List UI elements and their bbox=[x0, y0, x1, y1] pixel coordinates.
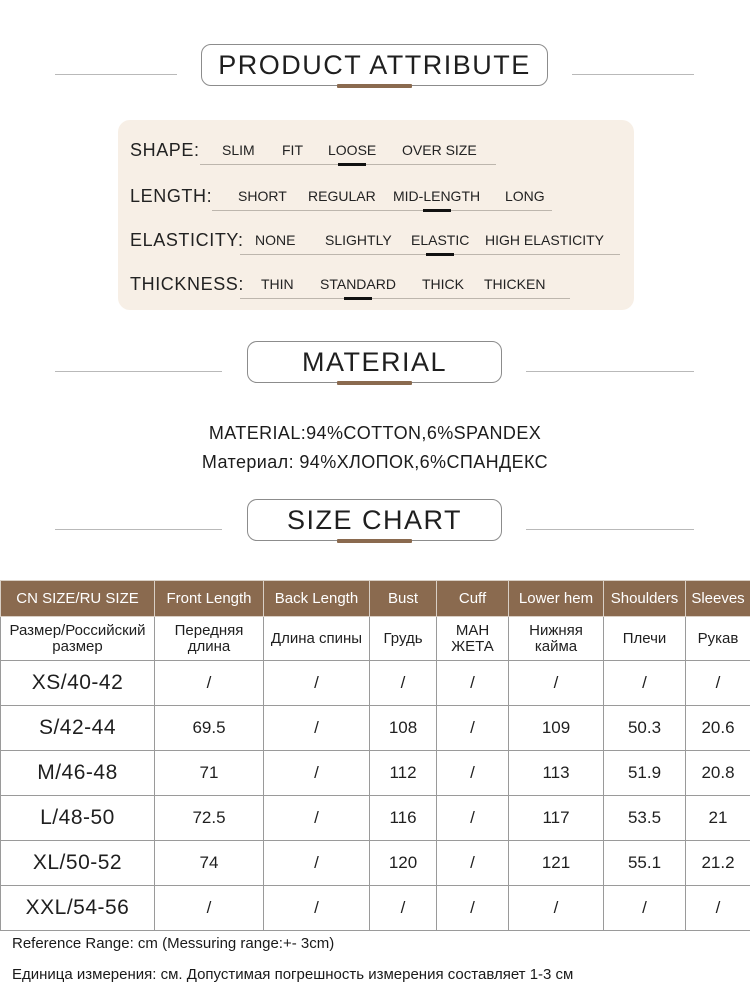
attribute-option: HIGH ELASTICITY bbox=[485, 232, 605, 248]
column-header-ru: Рукав bbox=[686, 617, 750, 661]
table-cell: 20.6 bbox=[686, 706, 750, 751]
column-header: Front Length bbox=[155, 581, 264, 617]
table-cell: / bbox=[264, 841, 370, 886]
title-accent bbox=[337, 84, 412, 88]
table-cell: 113 bbox=[509, 751, 604, 796]
attribute-row-thickness bbox=[118, 262, 634, 302]
attribute-option-selected: MID-LENGTH bbox=[393, 188, 481, 204]
table-row bbox=[1, 886, 750, 931]
table-cell: 120 bbox=[370, 841, 437, 886]
table-cell: 116 bbox=[370, 796, 437, 841]
table-cell: 51.9 bbox=[604, 751, 686, 796]
size-cell: XS/40-42 bbox=[1, 661, 155, 706]
table-cell: 50.3 bbox=[604, 706, 686, 751]
size-chart-header bbox=[0, 499, 750, 559]
column-header-ru: Размер/Российский размер bbox=[1, 617, 155, 661]
attribute-label: SHAPE: bbox=[130, 140, 200, 160]
table-cell: / bbox=[155, 886, 264, 931]
column-header: Bust bbox=[370, 581, 437, 617]
attribute-option: THICKEN bbox=[484, 276, 546, 292]
attribute-option: SLIGHTLY bbox=[325, 232, 392, 248]
column-header: Sleeves bbox=[686, 581, 750, 617]
title-accent bbox=[337, 539, 412, 543]
attribute-option-selected: ELASTIC bbox=[411, 232, 470, 248]
table-cell: / bbox=[437, 751, 509, 796]
table-cell: 117 bbox=[509, 796, 604, 841]
table-row bbox=[1, 751, 750, 796]
divider-left bbox=[55, 74, 177, 75]
divider-left bbox=[55, 529, 222, 530]
attribute-label: THICKNESS: bbox=[130, 274, 245, 294]
column-header: Lower hem bbox=[509, 581, 604, 617]
column-header-ru: Длина спины bbox=[264, 617, 370, 661]
material-text-en: MATERIAL:94%COTTON,6%SPANDEX bbox=[208, 423, 542, 443]
attribute-option-selected: LOOSE bbox=[328, 142, 377, 158]
table-cell: 72.5 bbox=[155, 796, 264, 841]
attribute-option: REGULAR bbox=[308, 188, 376, 204]
table-row bbox=[1, 796, 750, 841]
table-cell: 69.5 bbox=[155, 706, 264, 751]
table-cell: / bbox=[437, 661, 509, 706]
table-cell: 53.5 bbox=[604, 796, 686, 841]
attribute-option: THIN bbox=[261, 276, 294, 292]
column-header: Back Length bbox=[264, 581, 370, 617]
table-header-row-ru bbox=[1, 617, 750, 661]
table-cell: / bbox=[437, 796, 509, 841]
table-cell: / bbox=[686, 661, 750, 706]
section-title: MATERIAL bbox=[247, 341, 502, 383]
table-cell: 108 bbox=[370, 706, 437, 751]
attribute-option: LONG bbox=[505, 188, 545, 204]
size-cell: M/46-48 bbox=[1, 751, 155, 796]
table-row bbox=[1, 661, 750, 706]
attribute-row-shape bbox=[118, 128, 634, 168]
column-header: CN SIZE/RU SIZE bbox=[1, 581, 155, 617]
divider-right bbox=[526, 529, 694, 530]
table-row bbox=[1, 706, 750, 751]
column-header-ru: Плечи bbox=[604, 617, 686, 661]
column-header-ru: Грудь bbox=[370, 617, 437, 661]
divider-right bbox=[572, 74, 694, 75]
table-cell: 109 bbox=[509, 706, 604, 751]
table-cell: 71 bbox=[155, 751, 264, 796]
size-cell: XL/50-52 bbox=[1, 841, 155, 886]
divider-left bbox=[55, 371, 222, 372]
table-cell: / bbox=[604, 661, 686, 706]
table-cell: / bbox=[370, 886, 437, 931]
table-cell: / bbox=[264, 796, 370, 841]
table-cell: / bbox=[437, 841, 509, 886]
material-text-ru: Материал: 94%ХЛОПОК,6%СПАНДЕКС bbox=[201, 452, 549, 472]
table-cell: / bbox=[437, 706, 509, 751]
table-cell: 21.2 bbox=[686, 841, 750, 886]
table-cell: / bbox=[509, 661, 604, 706]
attribute-option: SHORT bbox=[238, 188, 287, 204]
size-cell: L/48-50 bbox=[1, 796, 155, 841]
attribute-option: NONE bbox=[255, 232, 296, 248]
table-cell: / bbox=[437, 886, 509, 931]
attribute-option: FIT bbox=[282, 142, 303, 158]
attribute-option-selected: STANDARD bbox=[320, 276, 396, 292]
attribute-label: ELASTICITY: bbox=[130, 230, 244, 250]
size-cell: S/42-44 bbox=[1, 706, 155, 751]
table-cell: / bbox=[509, 886, 604, 931]
column-header: Cuff bbox=[437, 581, 509, 617]
reference-note-en: Reference Range: cm (Messuring range:+- 3cm) bbox=[12, 935, 335, 952]
attribute-underline bbox=[240, 298, 570, 299]
table-cell: / bbox=[264, 886, 370, 931]
table-cell: / bbox=[686, 886, 750, 931]
size-cell: XXL/54-56 bbox=[1, 886, 155, 931]
reference-note-ru: Единица измерения: см. Допустимая погрешность измерения составляет 1-3 см bbox=[12, 966, 574, 983]
table-header-row bbox=[1, 581, 750, 617]
attribute-option: THICK bbox=[422, 276, 464, 292]
attribute-row-elasticity bbox=[118, 218, 634, 258]
column-header: Shoulders bbox=[604, 581, 686, 617]
attribute-row-length bbox=[118, 174, 634, 214]
table-cell: / bbox=[604, 886, 686, 931]
product-attribute-header bbox=[0, 44, 750, 104]
attribute-label: LENGTH: bbox=[130, 186, 213, 206]
title-accent bbox=[337, 381, 412, 385]
table-cell: 21 bbox=[686, 796, 750, 841]
column-header-ru: МАН ЖЕТА bbox=[437, 617, 509, 661]
attribute-underline bbox=[212, 210, 552, 211]
table-cell: / bbox=[155, 661, 264, 706]
column-header-ru: Передняя длина bbox=[155, 617, 264, 661]
attribute-option: SLIM bbox=[222, 142, 255, 158]
table-cell: 55.1 bbox=[604, 841, 686, 886]
table-row bbox=[1, 841, 750, 886]
table-cell: 20.8 bbox=[686, 751, 750, 796]
table-cell: / bbox=[264, 706, 370, 751]
divider-right bbox=[526, 371, 694, 372]
table-cell: / bbox=[264, 661, 370, 706]
material-header bbox=[0, 341, 750, 401]
section-title: PRODUCT ATTRIBUTE bbox=[201, 44, 548, 86]
table-cell: / bbox=[264, 751, 370, 796]
size-table bbox=[0, 580, 750, 931]
attribute-option: OVER SIZE bbox=[402, 142, 477, 158]
attribute-panel bbox=[118, 120, 634, 310]
table-cell: 112 bbox=[370, 751, 437, 796]
table-cell: 121 bbox=[509, 841, 604, 886]
column-header-ru: Нижняя кайма bbox=[509, 617, 604, 661]
table-cell: / bbox=[370, 661, 437, 706]
table-cell: 74 bbox=[155, 841, 264, 886]
section-title: SIZE CHART bbox=[247, 499, 502, 541]
